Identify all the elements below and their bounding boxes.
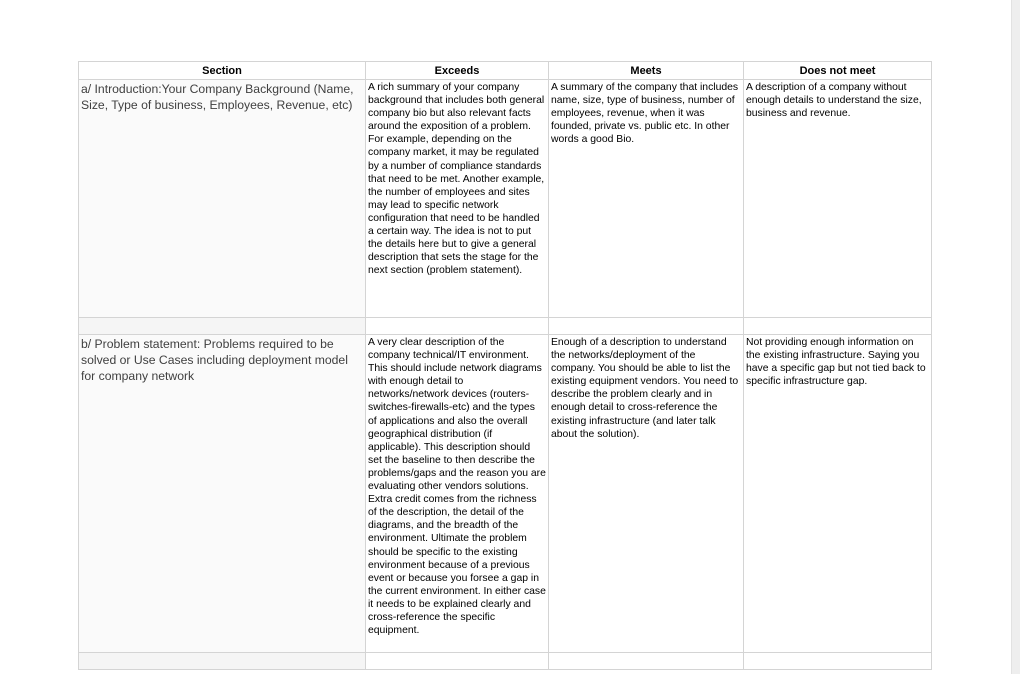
row-meets-cell: A summary of the company that includes name, size, type of business, number of employees, revenue, when it was founded, private vs. public etc. In other words a good Bio. xyxy=(549,80,744,318)
row-does-not-meet-cell: A description of a company without enough details to understand the size, business and revenue. xyxy=(744,80,932,318)
row-exceeds-cell: A very clear description of the company technical/IT environment. This should include network diagrams with enough detail to networks/network devices (routers-switches-firewalls-etc) and the types of applications and also the overall geographical distribution (if applicable). This description should set the baseline to then describe the problems/gaps and the reason you are evaluating other vendors solutions. Extra credit comes from the richness of the description, the detail of the diagrams, and the breadth of the environment. Ultimate the problem should be specific to the existing environment because of a previous event or because you forsee a gap in the current environment. In either case it needs to be explained clearly and cross-reference the specific equipment. xyxy=(366,335,549,653)
rubric-table xyxy=(78,61,932,670)
header-section: Section xyxy=(79,62,366,80)
spacer-row xyxy=(79,318,932,335)
row-does-not-meet-cell: Not providing enough information on the existing infrastructure. Saying you have a specific gap but not tied back to specific infrastructure gap. xyxy=(744,335,932,653)
spacer-cell xyxy=(744,318,932,335)
spacer-cell xyxy=(549,653,744,670)
spacer-cell xyxy=(744,653,932,670)
table-row xyxy=(79,80,932,318)
row-section-cell: a/ Introduction:Your Company Background (Name, Size, Type of business, Employees, Revenue, etc) xyxy=(79,80,366,318)
spacer-row xyxy=(79,653,932,670)
table-row xyxy=(79,335,932,653)
spacer-cell xyxy=(366,318,549,335)
header-exceeds: Exceeds xyxy=(366,62,549,80)
row-exceeds-cell: A rich summary of your company background that includes both general company bio but also relevant facts around the exposition of a problem. For example, depending on the company market, it may be regulated by a number of compliance standards that need to be met. Another example, the number of employees and sites may lead to specific network configuration that need to be handled a certain way. The idea is not to put the details here but to give a general description that sets the stage for the next section (problem statement). xyxy=(366,80,549,318)
vertical-scrollbar[interactable] xyxy=(1011,0,1020,674)
spacer-cell xyxy=(549,318,744,335)
header-row xyxy=(79,62,932,80)
spacer-cell xyxy=(79,318,366,335)
header-meets: Meets xyxy=(549,62,744,80)
spacer-cell xyxy=(79,653,366,670)
row-meets-cell: Enough of a description to understand the networks/deployment of the company. You should be able to list the existing equipment vendors. You need to describe the problem clearly and in enough detail to cross-reference the existing infrastructure (and later talk about the solution). xyxy=(549,335,744,653)
spacer-cell xyxy=(366,653,549,670)
row-section-cell: b/ Problem statement: Problems required to be solved or Use Cases including deployment model for company network xyxy=(79,335,366,653)
header-does-not-meet: Does not meet xyxy=(744,62,932,80)
